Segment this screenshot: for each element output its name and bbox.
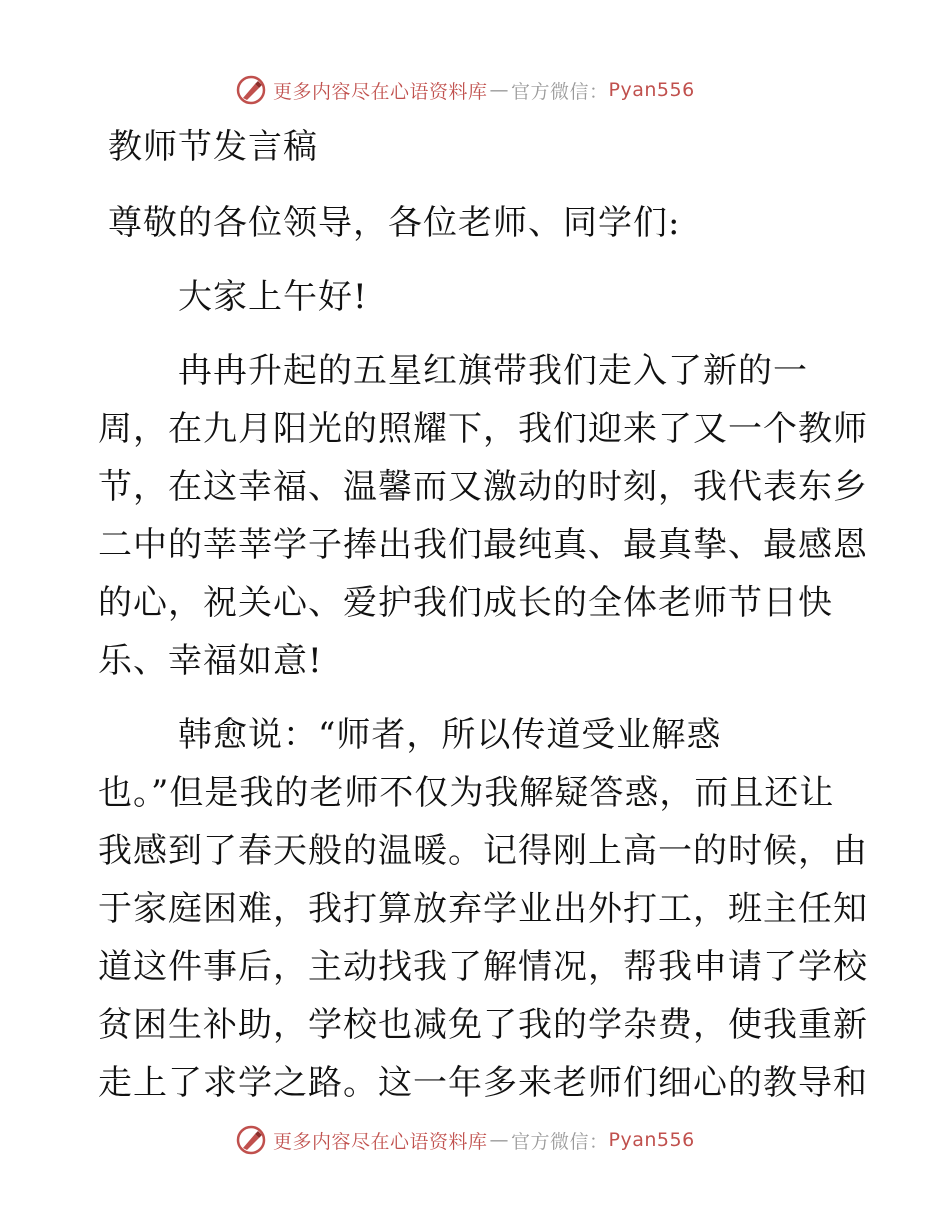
watermark-label: 官方微信： xyxy=(511,80,609,103)
body-line: 道这件事后，主动找我了解情况，帮我申请了学校 xyxy=(98,947,868,987)
body-line: 走上了求学之路。这一年多来老师们细心的教导和 xyxy=(98,1063,868,1103)
body-line: 贫困生补助，学校也减免了我的学杂费，使我重新 xyxy=(98,1005,868,1045)
watermark-brand: 更多内容尽在心语资料库 xyxy=(273,80,488,103)
salutation: 尊敬的各位领导，各位老师、同学们: xyxy=(108,203,681,243)
body-line: 二中的莘莘学子捧出我们最纯真、最真挚、最感恩 xyxy=(98,525,868,565)
body-line: 我感到了春天般的温暖。记得刚上高一的时候，由 xyxy=(98,831,868,871)
body-line: 于家庭困难，我打算放弃学业出外打工，班主任知 xyxy=(98,889,868,929)
watermark-label: 官方微信： xyxy=(511,1130,609,1153)
document-title: 教师节发言稿 xyxy=(108,127,318,167)
watermark-dash: — xyxy=(489,79,510,101)
header-watermark xyxy=(235,72,755,108)
watermark-handle: Pyan556 xyxy=(608,1129,695,1151)
watermark-brand: 更多内容尽在心语资料库 xyxy=(273,1130,488,1153)
body-line: 大家上午好! xyxy=(178,277,368,317)
pen-logo-icon xyxy=(235,74,267,106)
body-line: 乐、幸福如意! xyxy=(98,641,323,681)
body-line: 节，在这幸福、温馨而又激动的时刻，我代表东乡 xyxy=(98,467,868,507)
watermark-handle: Pyan556 xyxy=(608,79,695,101)
body-line: 冉冉升起的五星红旗带我们走入了新的一 xyxy=(178,351,808,391)
footer-watermark xyxy=(235,1122,755,1158)
body-line: 的心，祝关心、爱护我们成长的全体老师节日快 xyxy=(98,583,833,623)
body-line: 韩愈说：“师者，所以传道受业解惑 xyxy=(178,715,722,755)
watermark-dash: — xyxy=(489,1129,510,1151)
body-line: 周，在九月阳光的照耀下，我们迎来了又一个教师 xyxy=(98,409,868,449)
pen-logo-icon xyxy=(235,1124,267,1156)
body-line: 也。”但是我的老师不仅为我解疑答惑，而且还让 xyxy=(98,773,835,813)
